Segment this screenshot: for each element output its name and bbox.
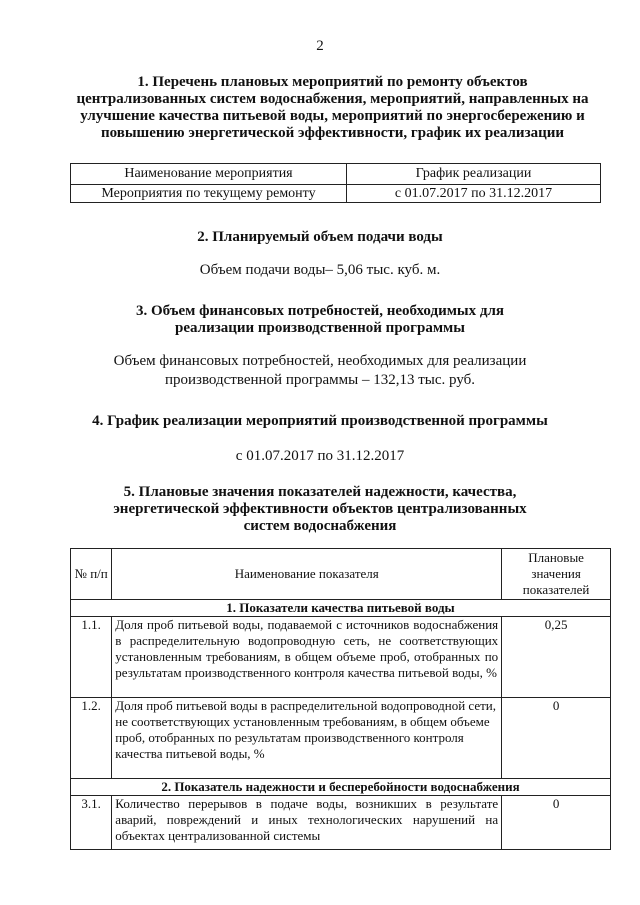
section4-heading: 4. График реализации мероприятий производственной программы [92,413,548,429]
section1-heading-line: 1. Перечень плановых мероприятий по ремонту объектов [137,74,528,90]
schedule-header: График реализации [347,164,601,185]
table-row [71,617,611,698]
table-row [71,698,611,779]
table-row [71,796,611,850]
financial-needs-text [0,352,640,390]
section5-heading-line: энергетической эффективности объектов централизованных [113,501,527,517]
planned-value: 0 [502,796,611,850]
planned-value: 0 [502,698,611,779]
indicator-name: Доля проб питьевой воды, подаваемой с источников водоснабжения в распределительную водопроводную сеть, не соответствующих установленным требованиям, в общем объеме проб, отобранных по результатам производственного контроля качества питьевой воды, % [112,617,502,698]
row-number: 1.1. [71,617,112,698]
measures-table [70,163,601,203]
section1-heading-line: повышению энергетической эффективности, график их реализации [100,125,565,141]
section3-heading-line: 3. Объем финансовых потребностей, необходимых для [135,303,505,319]
group-title-row [71,600,611,617]
group2-title: 2. Показатель надежности и бесперебойности водоснабжения [71,779,611,796]
table-row [71,185,601,203]
row-number: 3.1. [71,796,112,850]
section5-heading-line: 5. Плановые значения показателей надежности, качества, [123,484,517,500]
planned-value: 0,25 [502,617,611,698]
number-header: № п/п [71,549,112,600]
schedule-text: с 01.07.2017 по 31.12.2017 [235,448,405,464]
indicator-name: Количество перерывов в подаче воды, возникших в результате аварий, повреждений и иных технологических нарушений на объектах централизованной системы [112,796,502,850]
row-number: 1.2. [71,698,112,779]
indicators-table [70,548,611,850]
indicator-name: Доля проб питьевой воды в распределительной водопроводной сети, не соответствующих установленным требованиям, в общем объеме проб, отобранных по результатам производственного контроля качества питьевой воды, % [112,698,502,779]
schedule-cell: с 01.07.2017 по 31.12.2017 [347,185,601,203]
page-number: 2 [316,38,324,54]
section2-heading: 2. Планируемый объем подачи воды [197,229,443,245]
water-volume-text: Объем подачи воды– 5,06 тыс. куб. м. [199,262,441,278]
section1-heading-line: централизованных систем водоснабжения, мероприятий, направленных на [76,91,589,107]
section1-heading [60,74,605,142]
section5-heading-line: систем водоснабжения [243,518,397,534]
group1-title: 1. Показатели качества питьевой воды [71,600,611,617]
table-header-row [71,549,611,600]
section3-heading [0,303,640,337]
group-title-row [71,779,611,796]
section1-heading-line: улучшение качества питьевой воды, мероприятий по энергосбережению и [80,108,585,124]
measure-name-header: Наименование мероприятия [71,164,347,185]
measure-name-cell: Мероприятия по текущему ремонту [71,185,347,203]
section5-heading [20,484,620,535]
indicator-name-header: Наименование показателя [112,549,502,600]
table-header-row [71,164,601,185]
financial-needs-line: Объем финансовых потребностей, необходимых для реализации [113,353,527,369]
planned-value-header: Плановые значения показателей [502,549,611,600]
section3-heading-line: реализации производственной программы [175,320,465,336]
financial-needs-line: производственной программы – 132,13 тыс. руб. [164,372,476,388]
